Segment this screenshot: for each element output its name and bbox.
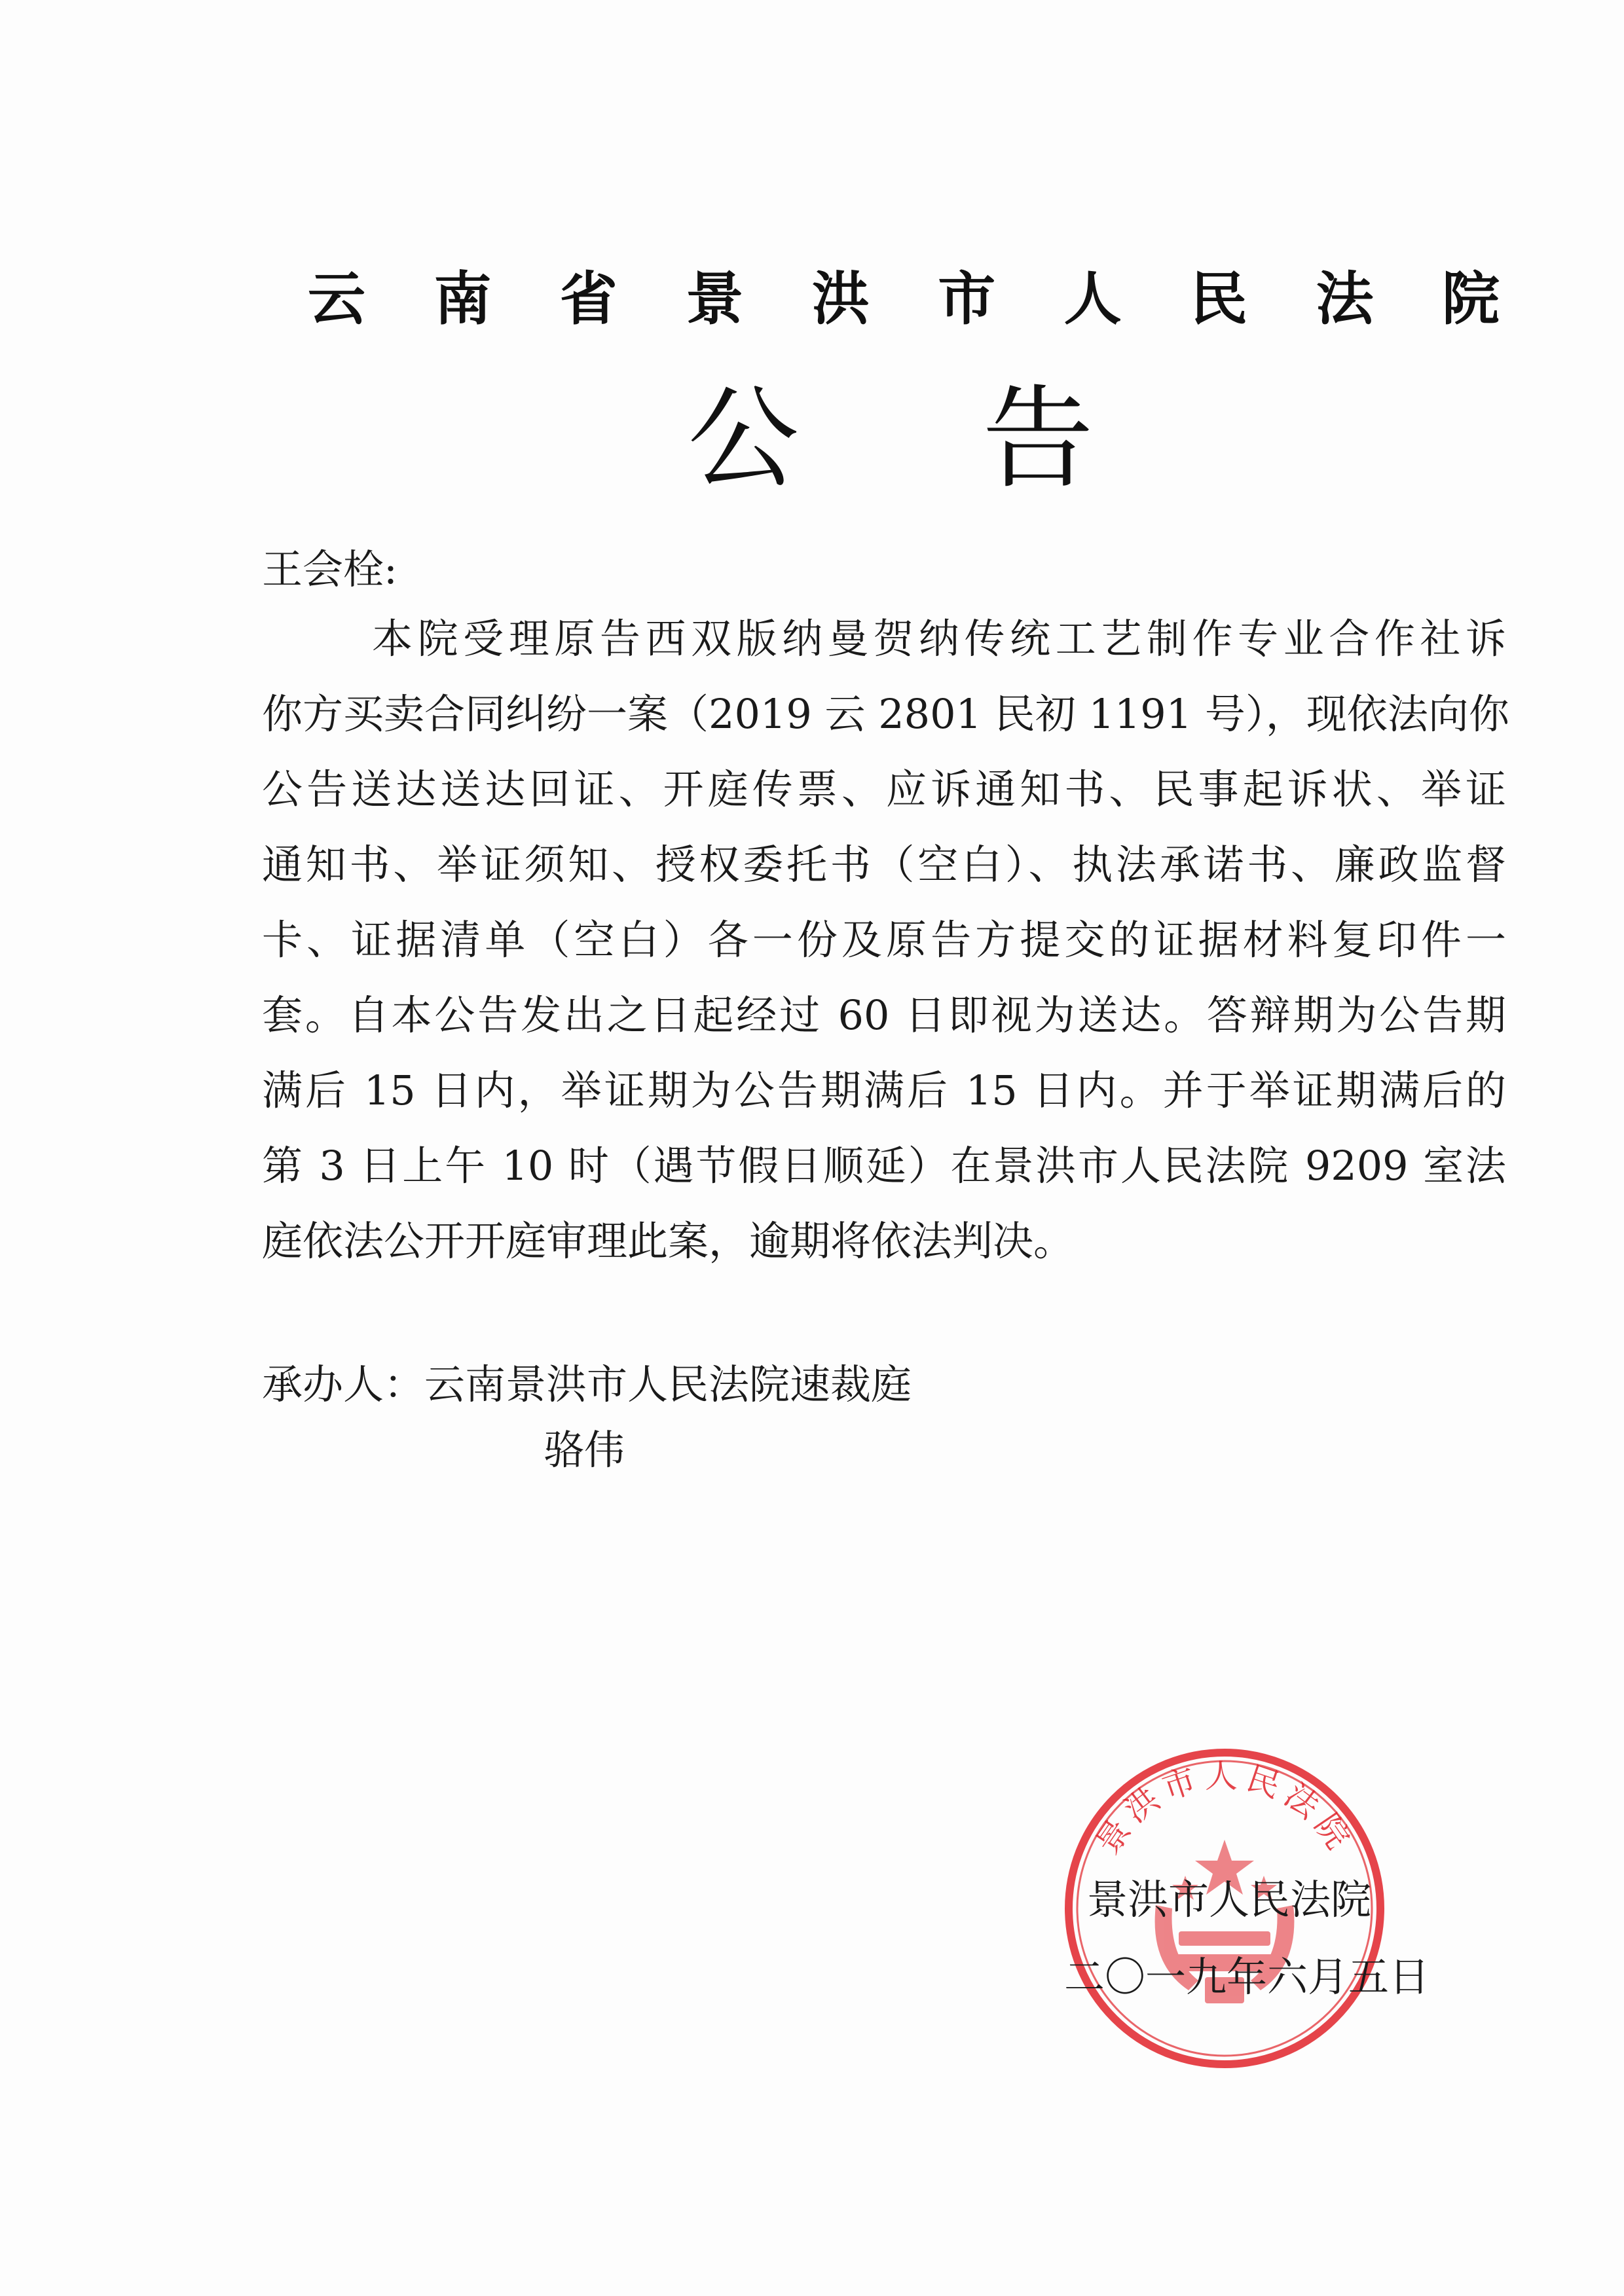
court-name-char: 人 — [1063, 265, 1122, 333]
body-line: 满后 15 日内，举证期为公告期满后 15 日内。并于举证期满后的 — [262, 1066, 1506, 1114]
court-name-char: 法 — [1316, 265, 1374, 333]
body-line: 本院受理原告西双版纳曼贺纳传统工艺制作专业合作社诉 — [372, 615, 1506, 663]
body-line: 你方买卖合同纠纷一案（2019 云 2801 民初 1191 号），现依法向你 — [262, 690, 1509, 738]
svg-text:景洪市人民法院: 景洪市人民法院 — [1088, 1757, 1361, 1861]
addressee: 王会栓: — [262, 545, 397, 593]
court-name-char: 洪 — [811, 265, 870, 333]
court-name-char: 民 — [1190, 265, 1248, 333]
court-name-char: 南 — [434, 265, 492, 333]
body-line: 套。自本公告发出之日起经过 60 日即视为送达。答辩期为公告期 — [262, 991, 1506, 1039]
body-line: 第 3 日上午 10 时（遇节假日顺延）在景洪市人民法院 9209 室法 — [262, 1142, 1506, 1190]
title-char: 公 — [688, 374, 800, 504]
title-char: 告 — [982, 374, 1094, 504]
court-name-char: 市 — [938, 265, 996, 333]
handler-label: 承办人：云南景洪市人民法院速裁庭 — [262, 1360, 912, 1408]
handler-block — [262, 1352, 912, 1483]
document-title — [688, 363, 1094, 504]
body-line: 庭依法公开开庭审理此案，逾期将依法判决。 — [262, 1217, 1075, 1265]
court-name-char: 云 — [308, 265, 366, 333]
signature-court: 景洪市人民法院 — [1087, 1876, 1372, 1923]
court-name-char: 院 — [1441, 265, 1500, 333]
body-line: 通知书、举证须知、授权委托书（空白）、执法承诺书、廉政监督 — [262, 841, 1506, 888]
handler-name: 骆伟 — [544, 1426, 625, 1474]
body-line: 公告送达送达回证、开庭传票、应诉通知书、民事起诉状、举证 — [262, 765, 1506, 813]
court-name-char: 省 — [559, 265, 618, 333]
body-line: 卡、证据清单（空白）各一份及原告方提交的证据材料复印件一 — [262, 916, 1506, 964]
notice-body — [262, 601, 1509, 1279]
signature-date: 二〇一九年六月五日 — [1064, 1953, 1430, 2001]
court-name-heading — [308, 252, 1500, 337]
court-name-char: 景 — [686, 265, 744, 333]
